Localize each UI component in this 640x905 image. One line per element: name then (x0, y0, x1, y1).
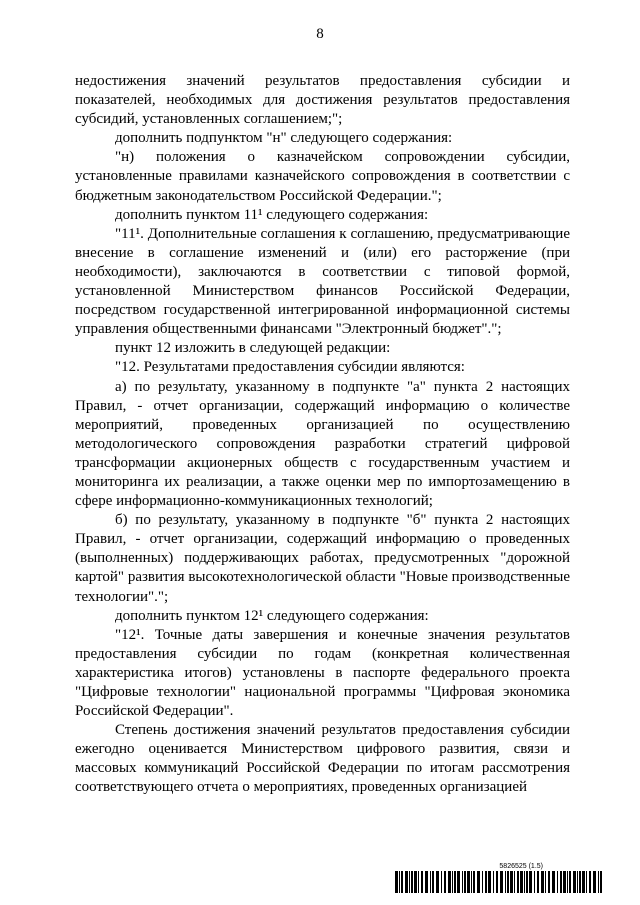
paragraph: б) по результату, указанному в подпункте "б" пункта 2 настоящих Правил, - отчет организации, содержащий информацию о проведенных (выполненных) поддерживающих работах, предусмотренных "дорожной картой" развития высокотехнологической области "Новые производственные технологии"."; (75, 512, 570, 605)
paragraph: пункт 12 изложить в следующей редакции: (115, 340, 391, 357)
paragraph: "11¹. Дополнительные соглашения к соглашению, предусматривающие внесение в соглашение изменений и (или) его расторжение (при необходимости), заключаются в соответствии с типовой формой, установленной Министерством финансов Российской Федерации, посредством государственной интегрированной информационной системы управления общественными финансами "Электронный бюджет"."; (75, 225, 570, 338)
page-number: 8 (316, 26, 324, 42)
barcode-number: 5826525 (1.5) (499, 863, 543, 870)
paragraph: "н) положения о казначейском сопровождении субсидии, установленные правилами казначейского сопровождения в соответствии с бюджетным законодательством Российской Федерации."; (75, 149, 570, 204)
paragraph: Степень достижения значений результатов предоставления субсидии ежегодно оценивается Министерством цифрового развития, связи и массовых коммуникаций Российской Федерации по итогам рассмотрения соответствующего отчета о мероприятиях, проведенных организацией (75, 722, 570, 796)
paragraph: дополнить пунктом 11¹ следующего содержания: (115, 206, 429, 223)
paragraph: недостижения значений результатов предоставления субсидии и показателей, необходимых для достижения результатов предоставления субсидий, установленных соглашением;"; (75, 73, 570, 128)
paragraph: дополнить пунктом 12¹ следующего содержания: (115, 607, 429, 624)
paragraph: "12. Результатами предоставления субсидии являются: (115, 359, 465, 376)
barcode-icon (395, 871, 605, 893)
barcode-block (395, 862, 605, 893)
document-body (75, 72, 570, 798)
paragraph: а) по результату, указанному в подпункте "а" пункта 2 настоящих Правил, - отчет организации, содержащий информацию о количестве мероприятий, проведенных организацией по осуществлению методологического сопровождения разработки стратегий цифровой трансформации акционерных обществ с государственным участием и мониторинга их реализации, а также оценки мер по импортозамещению в сфере информационно-коммуникационных технологий; (75, 378, 570, 510)
paragraph: дополнить подпунктом "н" следующего содержания: (115, 130, 453, 147)
paragraph: "12¹. Точные даты завершения и конечные значения результатов предоставления субсидии по годам (конкретная количественная характеристика итогов) установлены в паспорте федерального проекта "Цифровые технологии" национальной программы "Цифровая экономика Российской Федерации". (75, 626, 570, 720)
